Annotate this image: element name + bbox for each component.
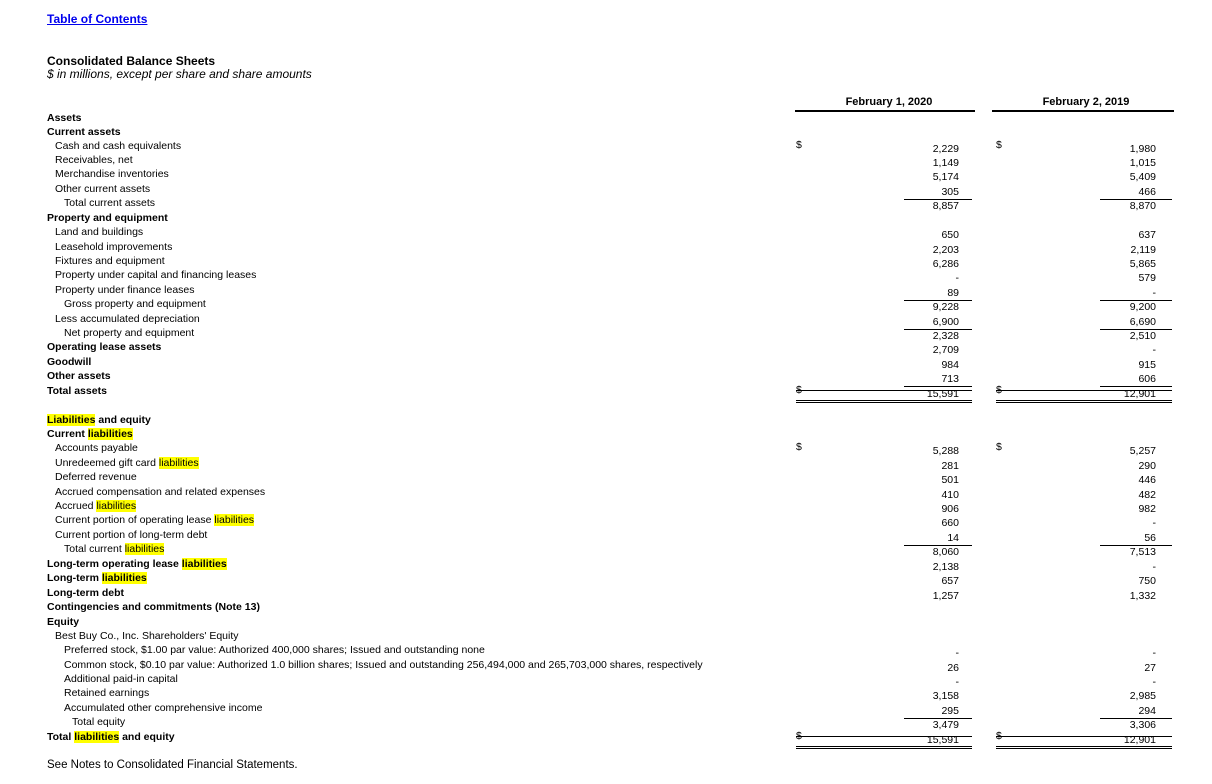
search-highlight: Liabilities: [47, 414, 96, 426]
value-2019: 750: [1138, 575, 1156, 587]
row-label: Total assets: [47, 385, 107, 397]
value-2020: -: [955, 272, 959, 284]
value-2020: 2,709: [932, 344, 959, 356]
currency-symbol: $: [796, 441, 802, 453]
currency-symbol: $: [996, 441, 1002, 453]
value-2020: 501: [941, 474, 959, 486]
row-label: Leasehold improvements: [55, 241, 173, 253]
value-2020: 305: [941, 186, 959, 198]
row-label: Merchandise inventories: [55, 168, 169, 180]
value-2019: 5,409: [1129, 171, 1156, 183]
row-label: Receivables, net: [55, 154, 133, 166]
value-2020: 281: [941, 460, 959, 472]
column-header-rule: [992, 110, 1174, 112]
value-2019: -: [1152, 287, 1156, 299]
value-2020: 5,174: [932, 171, 959, 183]
search-highlight: liabilities: [101, 572, 147, 584]
row-label: Gross property and equipment: [64, 298, 206, 310]
search-highlight: liabilities: [181, 558, 227, 570]
currency-symbol: $: [996, 730, 1002, 742]
value-2019: -: [1152, 344, 1156, 356]
column-header-rule: [795, 110, 975, 112]
value-2020: 15,591: [926, 734, 959, 746]
column-header-2019: February 2, 2019: [1042, 96, 1130, 108]
row-label: Long-term operating lease liabilities: [47, 558, 227, 570]
value-2019: 12,901: [1123, 734, 1156, 746]
value-2020: 8,857: [932, 200, 959, 212]
value-2020: 14: [947, 532, 959, 544]
value-2019: 915: [1138, 359, 1156, 371]
row-label: Property under capital and financing leases: [55, 269, 257, 281]
search-highlight: liabilities: [96, 500, 137, 512]
total-double-rule: [796, 746, 972, 749]
value-2019: -: [1152, 647, 1156, 659]
value-2020: 8,060: [932, 546, 959, 558]
value-2019: -: [1152, 676, 1156, 688]
value-2020: 3,479: [932, 719, 959, 731]
currency-symbol: $: [796, 139, 802, 151]
value-2019: 1,015: [1129, 157, 1156, 169]
value-2020: 660: [941, 517, 959, 529]
row-label: Less accumulated depreciation: [55, 313, 200, 325]
row-label: Other assets: [47, 370, 111, 382]
row-label: Accrued compensation and related expenses: [55, 486, 266, 498]
subtotal-rule: [904, 386, 972, 387]
value-2020: -: [955, 647, 959, 659]
value-2019: 446: [1138, 474, 1156, 486]
value-2019: 9,200: [1129, 301, 1156, 313]
row-label: Land and buildings: [55, 226, 144, 238]
column-header-2020: February 1, 2020: [845, 96, 933, 108]
row-label: Cash and cash equivalents: [55, 140, 182, 152]
value-2020: 1,149: [932, 157, 959, 169]
value-2019: 637: [1138, 229, 1156, 241]
row-label: Retained earnings: [64, 687, 150, 699]
value-2020: 89: [947, 287, 959, 299]
total-double-rule: [996, 746, 1172, 749]
value-2019: 3,306: [1129, 719, 1156, 731]
value-2020: 713: [941, 373, 959, 385]
value-2020: 2,203: [932, 244, 959, 256]
row-label: Best Buy Co., Inc. Shareholders' Equity: [55, 630, 239, 642]
row-label: Fixtures and equipment: [55, 255, 165, 267]
row-label: Preferred stock, $1.00 par value: Authorized 400,000 shares; Issued and outstanding none: [64, 644, 485, 656]
total-top-rule: [796, 736, 972, 737]
value-2019: 2,985: [1129, 690, 1156, 702]
total-double-rule: [996, 400, 1172, 403]
value-2020: 295: [941, 705, 959, 717]
row-label: Assets: [47, 112, 82, 124]
value-2020: 2,138: [932, 561, 959, 573]
row-label: Deferred revenue: [55, 471, 137, 483]
row-label: Total current assets: [64, 197, 156, 209]
search-highlight: liabilities: [214, 514, 255, 526]
statement-subtitle: $ in millions, except per share and share amounts: [47, 67, 312, 81]
currency-symbol: $: [996, 384, 1002, 396]
total-top-rule: [996, 736, 1172, 737]
table-of-contents-link[interactable]: Table of Contents: [47, 12, 148, 26]
value-2020: 2,328: [932, 330, 959, 342]
value-2019: -: [1152, 561, 1156, 573]
row-label: Current portion of operating lease liabilities: [55, 514, 255, 526]
value-2020: 2,229: [932, 143, 959, 155]
value-2019: 8,870: [1129, 200, 1156, 212]
value-2020: 984: [941, 359, 959, 371]
value-2020: 6,286: [932, 258, 959, 270]
currency-symbol: $: [796, 730, 802, 742]
subtotal-rule: [1100, 386, 1172, 387]
row-label: Total equity: [72, 716, 126, 728]
search-highlight: liabilities: [87, 428, 133, 440]
value-2019: 5,865: [1129, 258, 1156, 270]
row-label: Property and equipment: [47, 212, 168, 224]
search-highlight: liabilities: [124, 543, 165, 555]
value-2020: 410: [941, 489, 959, 501]
row-label: Current portion of long-term debt: [55, 529, 208, 541]
row-label: Additional paid-in capital: [64, 673, 178, 685]
value-2019: 7,513: [1129, 546, 1156, 558]
value-2019: 2,119: [1130, 244, 1156, 256]
row-label: Goodwill: [47, 356, 92, 368]
value-2019: 466: [1138, 186, 1156, 198]
statement-title: Consolidated Balance Sheets: [47, 54, 216, 68]
value-2020: 3,158: [932, 690, 959, 702]
currency-symbol: $: [796, 384, 802, 396]
value-2020: 906: [941, 503, 959, 515]
row-label: Current assets: [47, 126, 121, 138]
row-label: Net property and equipment: [64, 327, 195, 339]
total-top-rule: [996, 390, 1172, 391]
value-2019: 56: [1144, 532, 1156, 544]
row-label: Total liabilities and equity: [47, 731, 175, 743]
value-2020: 5,288: [932, 445, 959, 457]
value-2020: 1,257: [932, 590, 959, 602]
row-label: Other current assets: [55, 183, 151, 195]
value-2020: 26: [947, 662, 959, 674]
row-label: Unredeemed gift card liabilities: [55, 457, 199, 469]
search-highlight: liabilities: [158, 457, 199, 469]
value-2020: 657: [941, 575, 959, 587]
value-2019: 12,901: [1123, 388, 1156, 400]
row-label: Operating lease assets: [47, 341, 162, 353]
row-label: Accrued liabilities: [55, 500, 137, 512]
row-label: Equity: [47, 616, 80, 628]
value-2020: -: [955, 676, 959, 688]
total-top-rule: [796, 390, 972, 391]
row-label: Current liabilities: [47, 428, 133, 440]
footnote: See Notes to Consolidated Financial Statements.: [47, 759, 298, 771]
value-2019: 606: [1138, 373, 1156, 385]
currency-symbol: $: [996, 139, 1002, 151]
row-label: Property under finance leases: [55, 284, 195, 296]
row-label: Contingencies and commitments (Note 13): [47, 601, 260, 613]
value-2019: 2,510: [1129, 330, 1156, 342]
value-2019: 290: [1138, 460, 1156, 472]
value-2019: 6,690: [1129, 316, 1156, 328]
value-2019: 579: [1138, 272, 1156, 284]
row-label: Accounts payable: [55, 442, 138, 454]
total-double-rule: [796, 400, 972, 403]
value-2019: 482: [1138, 489, 1156, 501]
row-label: Liabilities and equity: [47, 414, 151, 426]
value-2019: 982: [1138, 503, 1156, 515]
value-2020: 650: [941, 229, 959, 241]
value-2019: 27: [1144, 662, 1156, 674]
row-label: Accumulated other comprehensive income: [64, 702, 263, 714]
search-highlight: liabilities: [74, 731, 120, 743]
value-2019: 1,980: [1129, 143, 1156, 155]
value-2019: 294: [1138, 705, 1156, 717]
row-label: Common stock, $0.10 par value: Authorized 1.0 billion shares; Issued and outstanding 256,494,000 and 265,703,000 shares, respectively: [64, 659, 703, 671]
value-2020: 6,900: [932, 316, 959, 328]
row-label: Long-term liabilities: [47, 572, 147, 584]
value-2019: 5,257: [1129, 445, 1156, 457]
row-label: Long-term debt: [47, 587, 124, 599]
value-2019: 1,332: [1129, 590, 1156, 602]
value-2020: 9,228: [932, 301, 959, 313]
value-2019: -: [1152, 517, 1156, 529]
value-2020: 15,591: [926, 388, 959, 400]
row-label: Total current liabilities: [64, 543, 165, 555]
